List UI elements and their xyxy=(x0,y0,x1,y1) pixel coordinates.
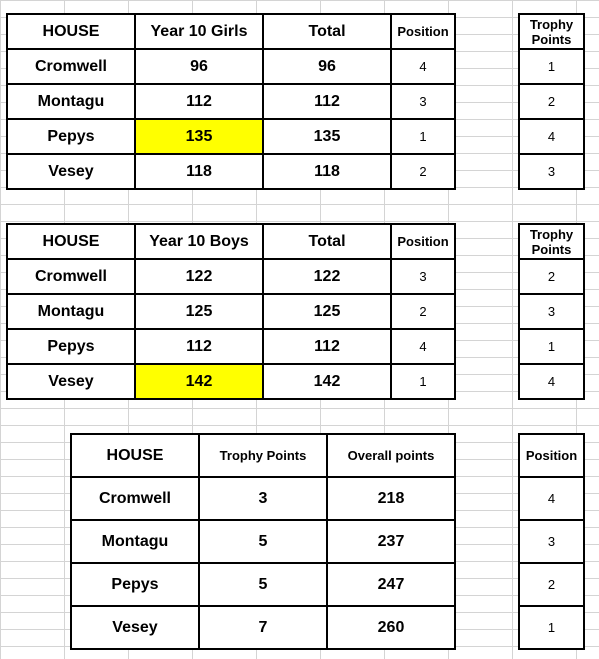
trophy-cell[interactable]: 7 xyxy=(199,606,327,649)
overall-position-table xyxy=(518,433,585,650)
position-cell[interactable]: 3 xyxy=(391,84,455,119)
girls-header-row xyxy=(7,14,455,49)
position-cell[interactable]: 2 xyxy=(391,294,455,329)
position-cell[interactable]: 1 xyxy=(391,119,455,154)
trophy-cell[interactable]: 3 xyxy=(199,477,327,520)
table-row xyxy=(519,294,584,329)
table-row xyxy=(519,606,584,649)
position-cell[interactable]: 4 xyxy=(391,329,455,364)
house-cell[interactable]: Vesey xyxy=(71,606,199,649)
score-cell[interactable]: 112 xyxy=(135,329,263,364)
total-cell[interactable]: 96 xyxy=(263,49,391,84)
header-total[interactable]: Total xyxy=(263,14,391,49)
table-row xyxy=(519,477,584,520)
house-cell[interactable]: Vesey xyxy=(7,154,135,189)
table-row xyxy=(7,259,455,294)
boys-header-row xyxy=(7,224,455,259)
total-cell[interactable]: 118 xyxy=(263,154,391,189)
header-house[interactable]: HOUSE xyxy=(71,434,199,477)
table-row xyxy=(519,520,584,563)
table-row xyxy=(7,119,455,154)
table-row xyxy=(7,329,455,364)
table-row xyxy=(519,259,584,294)
trophy-cell[interactable]: 2 xyxy=(519,84,584,119)
points-cell[interactable]: 260 xyxy=(327,606,455,649)
header-year10-girls[interactable]: Year 10 Girls xyxy=(135,14,263,49)
position-cell[interactable]: 1 xyxy=(519,606,584,649)
house-cell[interactable]: Pepys xyxy=(7,329,135,364)
table-row xyxy=(519,563,584,606)
header-house[interactable]: HOUSE xyxy=(7,224,135,259)
house-cell[interactable]: Pepys xyxy=(71,563,199,606)
trophy-cell[interactable]: 1 xyxy=(519,49,584,84)
position-cell[interactable]: 2 xyxy=(391,154,455,189)
trophy-cell[interactable]: 5 xyxy=(199,520,327,563)
score-cell[interactable]: 112 xyxy=(135,84,263,119)
position-header-row xyxy=(519,434,584,477)
table-row xyxy=(7,364,455,399)
header-year10-boys[interactable]: Year 10 Boys xyxy=(135,224,263,259)
header-position[interactable]: Position xyxy=(391,14,455,49)
points-cell[interactable]: 247 xyxy=(327,563,455,606)
points-cell[interactable]: 237 xyxy=(327,520,455,563)
table-row xyxy=(7,49,455,84)
house-cell[interactable]: Montagu xyxy=(7,84,135,119)
score-cell-highlighted[interactable]: 135 xyxy=(135,119,263,154)
overall-header-row xyxy=(71,434,455,477)
position-cell[interactable]: 2 xyxy=(519,563,584,606)
house-cell[interactable]: Cromwell xyxy=(7,49,135,84)
table-row xyxy=(71,606,455,649)
table-row xyxy=(519,154,584,189)
overall-table xyxy=(70,433,456,650)
score-cell[interactable]: 122 xyxy=(135,259,263,294)
table-row xyxy=(71,563,455,606)
trophy-header-line1: Trophy xyxy=(529,226,574,242)
house-cell[interactable]: Montagu xyxy=(71,520,199,563)
trophy-header-row xyxy=(519,14,584,49)
header-trophy-points[interactable] xyxy=(519,224,584,259)
trophy-cell[interactable]: 3 xyxy=(519,154,584,189)
table-row xyxy=(71,520,455,563)
table-row xyxy=(71,477,455,520)
table-row xyxy=(519,84,584,119)
trophy-cell[interactable]: 2 xyxy=(519,259,584,294)
header-trophy-points[interactable] xyxy=(519,14,584,49)
position-cell[interactable]: 3 xyxy=(519,520,584,563)
trophy-cell[interactable]: 4 xyxy=(519,119,584,154)
total-cell[interactable]: 122 xyxy=(263,259,391,294)
header-overall-points[interactable]: Overall points xyxy=(327,434,455,477)
house-cell[interactable]: Montagu xyxy=(7,294,135,329)
house-cell[interactable]: Cromwell xyxy=(71,477,199,520)
points-cell[interactable]: 218 xyxy=(327,477,455,520)
position-cell[interactable]: 3 xyxy=(391,259,455,294)
trophy-cell[interactable]: 4 xyxy=(519,364,584,399)
boys-trophy-table xyxy=(518,223,585,400)
header-position[interactable]: Position xyxy=(519,434,584,477)
table-row xyxy=(519,119,584,154)
table-row xyxy=(7,294,455,329)
header-house[interactable]: HOUSE xyxy=(7,14,135,49)
girls-table xyxy=(6,13,456,190)
boys-table xyxy=(6,223,456,400)
score-cell[interactable]: 125 xyxy=(135,294,263,329)
header-total[interactable]: Total xyxy=(263,224,391,259)
score-cell[interactable]: 96 xyxy=(135,49,263,84)
position-cell[interactable]: 1 xyxy=(391,364,455,399)
position-cell[interactable]: 4 xyxy=(391,49,455,84)
house-cell[interactable]: Cromwell xyxy=(7,259,135,294)
table-row xyxy=(7,84,455,119)
table-row xyxy=(7,154,455,189)
house-cell[interactable]: Vesey xyxy=(7,364,135,399)
trophy-cell[interactable]: 1 xyxy=(519,329,584,364)
total-cell[interactable]: 135 xyxy=(263,119,391,154)
trophy-header-line2: Points xyxy=(531,241,572,257)
score-cell[interactable]: 118 xyxy=(135,154,263,189)
header-trophy-points[interactable]: Trophy Points xyxy=(199,434,327,477)
house-cell[interactable]: Pepys xyxy=(7,119,135,154)
position-cell[interactable]: 4 xyxy=(519,477,584,520)
total-cell[interactable]: 142 xyxy=(263,364,391,399)
table-row xyxy=(519,49,584,84)
table-row xyxy=(519,364,584,399)
header-position[interactable]: Position xyxy=(391,224,455,259)
total-cell[interactable]: 125 xyxy=(263,294,391,329)
table-row xyxy=(519,329,584,364)
trophy-cell[interactable]: 3 xyxy=(519,294,584,329)
trophy-header-line1: Trophy xyxy=(529,16,574,32)
trophy-header-line2: Points xyxy=(531,31,572,47)
girls-trophy-table xyxy=(518,13,585,190)
trophy-cell[interactable]: 5 xyxy=(199,563,327,606)
score-cell-highlighted[interactable]: 142 xyxy=(135,364,263,399)
total-cell[interactable]: 112 xyxy=(263,84,391,119)
trophy-header-row xyxy=(519,224,584,259)
total-cell[interactable]: 112 xyxy=(263,329,391,364)
